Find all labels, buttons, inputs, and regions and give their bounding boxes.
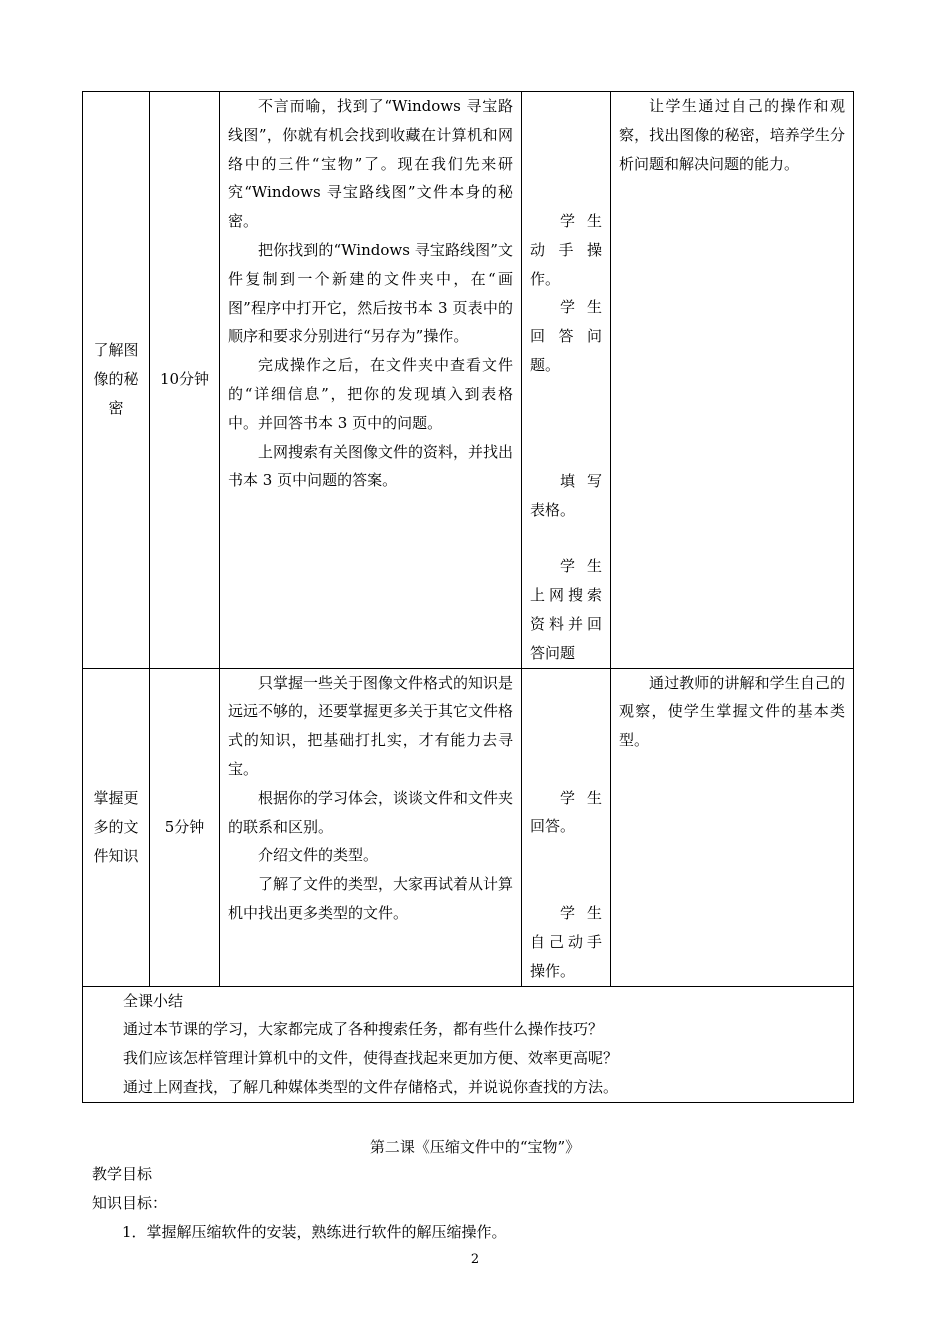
student-activity-cell <box>522 92 611 669</box>
purpose-cell <box>611 668 854 986</box>
summary-line: 通过本节课的学习，大家都完成了各种搜索任务，都有些什么操作技巧？ <box>123 1020 604 1039</box>
summary-line: 我们应该怎样管理计算机中的文件，使得查找起来更加方便、效率更高呢？ <box>123 1049 619 1068</box>
teacher-paragraph: 了解了文件的类型，大家再试着从计算机中找出更多类型的文件。 <box>228 875 514 922</box>
teacher-paragraph: 完成操作之后，在文件夹中查看文件的“详细信息”，把你的发现填入到表格中。并回答书本 3 页中的问题。 <box>228 356 513 432</box>
teacher-paragraph: 上网搜索有关图像文件的资料，并找出书本 3 页中问题的答案。 <box>228 442 514 490</box>
student-activity: 学生回答问题。 <box>530 298 602 374</box>
knowledge-item: 1．掌握解压缩软件的安装，熟练进行软件的解压缩操作。 <box>122 1223 507 1241</box>
table-row <box>83 986 854 1102</box>
summary-heading: 全课小结 <box>123 991 184 1010</box>
time-cell: 5分钟 <box>150 668 220 986</box>
lesson-title: 第二课《压缩文件中的“宝物”》 <box>369 1138 581 1156</box>
teacher-paragraph: 根据你的学习体会，谈谈文件和文件夹的联系和区别。 <box>228 788 514 836</box>
purpose-text: 通过教师的讲解和学生自己的观察，使学生掌握文件的基本类型。 <box>619 673 845 750</box>
summary-cell <box>83 986 854 1102</box>
teacher-paragraph: 只掌握一些关于图像文件格式的知识是远远不够的，还要掌握更多关于其它文件格式的知识，把基础打扎实，才有能力去寻宝。 <box>228 673 514 778</box>
teacher-paragraph: 不言而喻，找到了“Windows 寻宝路线图”，你就有机会找到收藏在计算机和网络中的三件“宝物”了。现在我们先来研究“Windows 寻宝路线图”文件本身的秘密。 <box>228 97 513 231</box>
objectives-heading: 教学目标 <box>92 1165 153 1183</box>
purpose-cell <box>611 92 854 669</box>
topic-cell <box>83 668 150 986</box>
student-activity: 学生回答。 <box>530 788 602 836</box>
page-number: 2 <box>470 1252 480 1267</box>
student-activity: 学生上网搜索资料并回答问题 <box>530 557 602 662</box>
teacher-activity-cell <box>220 92 522 669</box>
purpose-text: 让学生通过自己的操作和观察，找出图像的秘密，培养学生分析问题和解决问题的能力。 <box>619 97 845 173</box>
summary-line: 通过上网查找，了解几种媒体类型的文件存储格式，并说说你查找的方法。 <box>123 1077 619 1096</box>
topic-text: 了解图像的秘密 <box>93 341 139 418</box>
table-row <box>83 668 854 986</box>
topic-cell <box>83 92 150 669</box>
teacher-paragraph: 介绍文件的类型。 <box>258 846 379 865</box>
topic-text: 掌握更多的文件知识 <box>93 788 139 865</box>
teacher-paragraph: 把你找到的“Windows 寻宝路线图”文件复制到一个新建的文件夹中，在“画图”程序中打开它，然后按书本 3 页表中的顺序和要求分别进行“另存为”操作。 <box>228 240 513 346</box>
lesson-plan-table <box>82 91 854 1103</box>
student-activity-cell <box>522 668 611 986</box>
time-cell: 10分钟 <box>150 92 220 669</box>
knowledge-heading: 知识目标： <box>92 1194 168 1212</box>
teacher-activity-cell <box>220 668 522 986</box>
student-activity: 学生自己动手操作。 <box>530 904 602 980</box>
student-activity: 学生动手操作。 <box>530 212 602 288</box>
table-row <box>83 92 854 669</box>
student-activity: 填写表格。 <box>530 471 602 519</box>
